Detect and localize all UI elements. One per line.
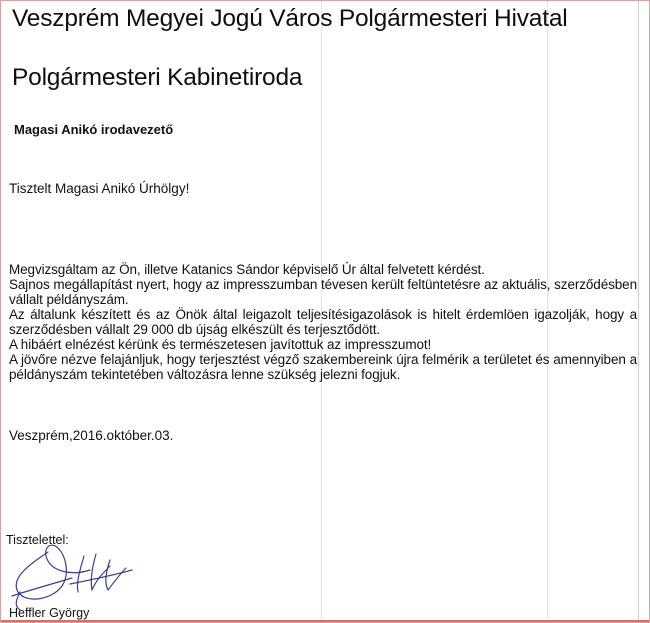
recipient-name: Magasi Anikó irodavezető <box>14 122 174 137</box>
bottom-accent-line <box>0 620 650 622</box>
body-paragraph: Az általunk készített és az Önök által leigazolt teljesítésigazolások is hitelt érdemlöen igazolják, hogy a szerződésben vállalt 29 000 db újság elkészült és terjesztődött. <box>9 307 637 337</box>
handwritten-signature-icon <box>0 526 160 618</box>
letter-body <box>9 262 637 382</box>
greeting: Tisztelt Magasi Anikó Úrhölgy! <box>9 181 190 196</box>
department-title: Polgármesteri Kabinetiroda <box>12 64 303 91</box>
body-paragraph: A hibáért elnézést kérünk és természetesen javítottuk az impresszumot! <box>9 337 432 352</box>
scan-guide-line <box>638 0 639 623</box>
body-paragraph: Sajnos megállapítást nyert, hogy az impresszumban tévesen került feltüntetésre az aktuális, szerződésben vállalt példányszám. <box>9 277 637 307</box>
signer-name: Heffler György <box>9 606 90 620</box>
body-paragraph: A jövőre nézve felajánljuk, hogy terjesztést végző szakembereink újra felmérik a területet és amennyiben a példányszám tekintetében változásra lenne szükség jelezni fogjuk. <box>9 352 637 382</box>
letter-date: Veszprém,2016.október.03. <box>9 428 174 443</box>
office-title: Veszprém Megyei Jogú Város Polgármesteri Hivatal <box>12 5 568 32</box>
body-paragraph: Megvizsgáltam az Ön, illetve Katanics Sándor képviselő Úr által felvetett kérdést. <box>9 262 485 277</box>
closing-phrase: Tisztelettel: <box>6 533 69 547</box>
